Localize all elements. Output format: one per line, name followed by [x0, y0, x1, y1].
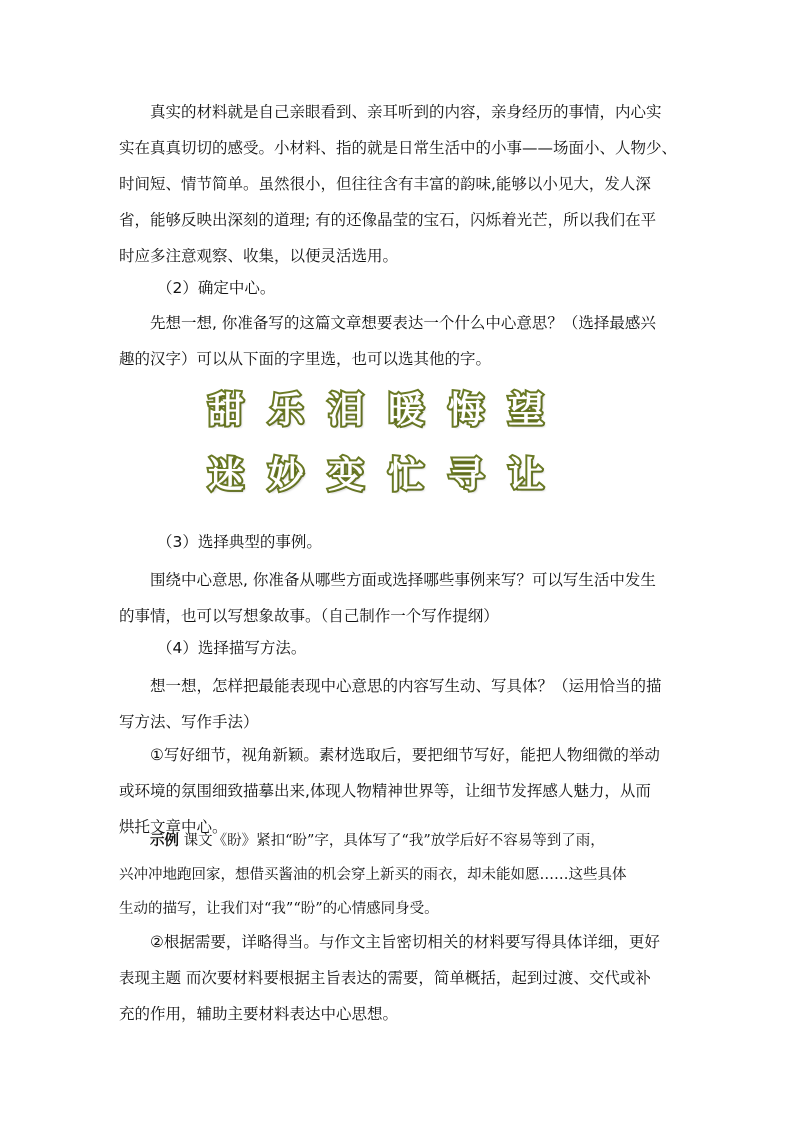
word-art-char: 妙 [267, 455, 304, 496]
word-art-char: 寻 [447, 455, 484, 496]
word-art-char: 变 [327, 455, 364, 496]
text-line: ①写好细节，视角新颖。素材选取后，要把细节写好，能把人物细微的举动 [150, 746, 660, 764]
example-label: 示例 [150, 833, 179, 849]
word-art-char: 迷 [207, 455, 244, 496]
word-art-char: 望 [507, 390, 544, 431]
text-line [119, 824, 684, 858]
text-line: 生动的描写，让我们对“我”“盼”的心情感同身受。 [119, 901, 439, 917]
step4-heading [119, 630, 684, 666]
text-line: 烘托文章中心。 [119, 818, 228, 836]
text-line: 时间短、情节简单。虽然很小，但往往含有丰富的韵味,能够以小见大，发人深 [119, 175, 651, 193]
word-art-row-1 [205, 390, 547, 432]
word-art-char: 暖 [387, 390, 424, 431]
step2-heading [119, 270, 684, 306]
text-line: 写方法、写作手法） [119, 713, 259, 731]
step3-body [119, 562, 684, 634]
word-art-row-2 [205, 455, 547, 497]
heading-text: （4）选择描写方法。 [157, 639, 307, 657]
step4-body [119, 668, 684, 740]
tip2-paragraph [119, 924, 684, 1032]
text-line: 想一想，怎样把最能表现中心意思的内容写生动、写具体？（运用恰当的描 [150, 677, 662, 695]
example-paragraph [119, 824, 684, 926]
word-art-char: 泪 [327, 390, 364, 431]
example-text: 课文《盼》紧扣“盼”字，具体写了“我”放学后好不容易等到了雨， [179, 833, 605, 849]
intro-paragraph [119, 94, 684, 274]
text-line: ②根据需要，详略得当。与作文主旨密切相关的材料要写得具体详细，更好 [150, 933, 660, 951]
text-line: 实在真真切切的感受。小材料、指的就是日常生活中的小事——场面小、人物少、 [119, 139, 678, 157]
step2-body [119, 305, 684, 377]
word-art-char: 让 [507, 455, 544, 496]
text-line: 充的作用，辅助主要材料表达中心思想。 [119, 1005, 399, 1023]
text-line: 的事情，也可以写想象故事。（自己制作一个写作提纲） [119, 607, 499, 625]
word-art-char: 甜 [207, 390, 244, 431]
word-art-char: 悔 [447, 390, 484, 431]
text-line: 围绕中心意思, 你准备从哪些方面或选择哪些事例来写？可以写生活中发生 [150, 571, 656, 589]
word-art-char: 忙 [387, 455, 424, 496]
word-art-char: 乐 [267, 390, 304, 431]
text-line: 省，能够反映出深刻的道理; 有的还像晶莹的宝石，闪烁着光芒，所以我们在平 [119, 211, 657, 229]
text-line: 兴冲冲地跑回家，想借买酱油的机会穿上新买的雨衣，却未能如愿……这些具体 [119, 867, 627, 883]
text-line: 趣的汉字）可以从下面的字里选，也可以选其他的字。 [119, 350, 492, 368]
heading-text: （2）确定中心。 [157, 279, 276, 297]
text-line: 或环境的氛围细致描摹出来,体现人物精神世界等，让细节发挥感人魅力，从而 [119, 782, 651, 800]
heading-text: （3）选择典型的事例。 [157, 533, 322, 551]
text-line: 先想一想, 你准备写的这篇文章想要表达一个什么中心意思？（选择最感兴 [150, 314, 656, 332]
step3-heading [119, 524, 684, 560]
text-line: 表现主题 而次要材料要根据主旨表达的需要，简单概括，起到过渡、交代或补 [119, 969, 651, 987]
text-line: 真实的材料就是自己亲眼看到、亲耳听到的内容，亲身经历的事情，内心实 [150, 103, 662, 121]
text-line: 时应多注意观察、收集，以便灵活选用。 [119, 247, 399, 265]
